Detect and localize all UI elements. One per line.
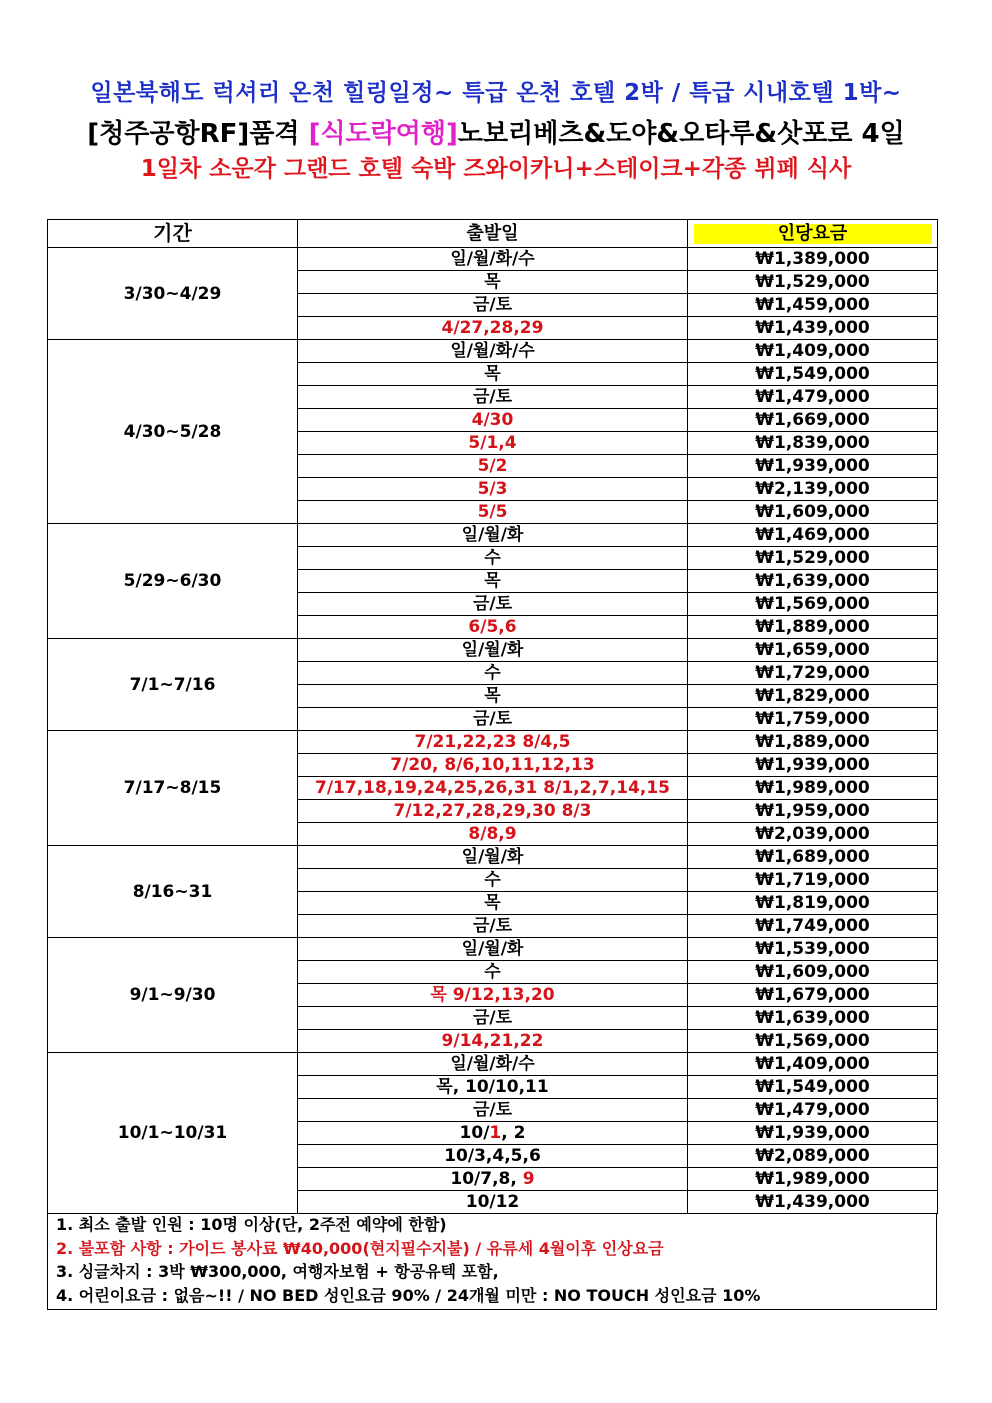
price-cell: ₩1,819,000: [688, 892, 938, 915]
departure-highlight: 1: [489, 1123, 502, 1143]
price-cell: ₩1,529,000: [688, 271, 938, 294]
price-cell: ₩1,479,000: [688, 386, 938, 409]
departure-cell: 수: [298, 869, 688, 892]
table-row: [48, 248, 938, 271]
header-period: 기간: [48, 220, 298, 248]
departure-tail: , 2: [501, 1123, 526, 1143]
price-cell: ₩1,989,000: [688, 1168, 938, 1191]
title-line-3: 1일차 소운각 그랜드 호텔 숙박 즈와이카니+스테이크+각종 뷔페 식사: [140, 156, 852, 182]
departure-highlight: 9: [522, 1169, 535, 1189]
departure-cell: 일/월/화/수: [298, 248, 688, 271]
departure-cell: 수: [298, 547, 688, 570]
table-row: [48, 639, 938, 662]
departure-cell: 일/월/화: [298, 846, 688, 869]
departure-cell: 목: [298, 685, 688, 708]
table-header-row: [48, 220, 938, 248]
price-cell: ₩1,839,000: [688, 432, 938, 455]
departure-cell: 금/토: [298, 294, 688, 317]
title-line-1: 일본북해도 럭셔리 온천 힐링일정~ 특급 온천 호텔 2박 / 특급 시내호텔 1박~: [90, 80, 902, 106]
departure-cell: 10/3,4,5,6: [298, 1145, 688, 1168]
price-cell: ₩1,529,000: [688, 547, 938, 570]
header-price-label: 인당요금: [694, 224, 932, 244]
departure-cell: 9/14,21,22: [298, 1030, 688, 1053]
price-cell: ₩1,749,000: [688, 915, 938, 938]
departure-cell: 목: [298, 271, 688, 294]
price-cell: ₩1,959,000: [688, 800, 938, 823]
price-cell: ₩1,689,000: [688, 846, 938, 869]
departure-cell: [298, 1122, 688, 1145]
departure-cell: 5/3: [298, 478, 688, 501]
price-cell: ₩1,539,000: [688, 938, 938, 961]
price-cell: ₩1,549,000: [688, 363, 938, 386]
departure-cell: 7/20, 8/6,10,11,12,13: [298, 754, 688, 777]
departure-cell: 7/21,22,23 8/4,5: [298, 731, 688, 754]
departure-cell: 금/토: [298, 915, 688, 938]
price-cell: ₩1,669,000: [688, 409, 938, 432]
departure-cell: 일/월/화/수: [298, 340, 688, 363]
departure-text: 10/: [459, 1123, 490, 1143]
period-cell: 7/17~8/15: [48, 731, 298, 846]
period-cell: 9/1~9/30: [48, 938, 298, 1053]
table-row: [48, 938, 938, 961]
price-cell: ₩1,569,000: [688, 593, 938, 616]
note-item: 2. 불포함 사항 : 가이드 봉사료 ₩40,000(현지필수지불) / 유류세 4월이후 인상요금: [56, 1238, 664, 1258]
departure-cell: 목: [298, 892, 688, 915]
period-cell: 5/29~6/30: [48, 524, 298, 639]
departure-cell: 5/5: [298, 501, 688, 524]
price-cell: ₩1,409,000: [688, 1053, 938, 1076]
departure-cell: 금/토: [298, 1007, 688, 1030]
departure-cell: 일/월/화/수: [298, 1053, 688, 1076]
period-cell: 4/30~5/28: [48, 340, 298, 524]
price-cell: ₩1,829,000: [688, 685, 938, 708]
price-cell: ₩1,569,000: [688, 1030, 938, 1053]
header-price: [688, 220, 938, 248]
table-row: [48, 846, 938, 869]
departure-cell: 5/2: [298, 455, 688, 478]
departure-cell: 5/1,4: [298, 432, 688, 455]
price-cell: ₩1,889,000: [688, 731, 938, 754]
price-cell: ₩1,389,000: [688, 248, 938, 271]
title-line-2-prefix: [청주공항RF]품격: [87, 119, 309, 149]
period-cell: 10/1~10/31: [48, 1053, 298, 1214]
notes-box: [47, 1213, 937, 1310]
departure-cell: 목: [298, 570, 688, 593]
note-item: 4. 어린이요금 : 없음~!! / NO BED 성인요금 90% / 24개월 미만 : NO TOUCH 성인요금 10%: [56, 1285, 761, 1305]
departure-cell: 7/17,18,19,24,25,26,31 8/1,2,7,14,15: [298, 777, 688, 800]
title-line-2-highlight: [식도락여행]: [308, 119, 458, 149]
price-cell: ₩1,939,000: [688, 754, 938, 777]
price-cell: ₩1,659,000: [688, 639, 938, 662]
departure-cell: 6/5,6: [298, 616, 688, 639]
price-cell: ₩2,089,000: [688, 1145, 938, 1168]
price-cell: ₩2,139,000: [688, 478, 938, 501]
price-cell: ₩1,639,000: [688, 1007, 938, 1030]
title-line-2-suffix: 노보리베츠&도야&오타루&삿포로 4일: [457, 119, 905, 149]
price-cell: ₩1,889,000: [688, 616, 938, 639]
price-cell: ₩1,409,000: [688, 340, 938, 363]
table-row: [48, 340, 938, 363]
note-item: 3. 싱글차지 : 3박 ₩300,000, 여행자보험 + 항공유텍 포함,: [56, 1262, 499, 1281]
price-cell: ₩1,439,000: [688, 317, 938, 340]
header-departure: 출발일: [298, 220, 688, 248]
departure-cell: 8/8,9: [298, 823, 688, 846]
price-cell: ₩1,479,000: [688, 1099, 938, 1122]
departure-text: 10/7,8,: [450, 1169, 523, 1189]
departure-cell: 10/12: [298, 1191, 688, 1214]
price-cell: ₩1,989,000: [688, 777, 938, 800]
table-row: [48, 524, 938, 547]
price-cell: ₩1,719,000: [688, 869, 938, 892]
departure-cell: 4/27,28,29: [298, 317, 688, 340]
departure-cell: 목, 10/10,11: [298, 1076, 688, 1099]
departure-cell: 일/월/화: [298, 938, 688, 961]
departure-cell: 수: [298, 961, 688, 984]
departure-cell: [298, 1168, 688, 1191]
departure-cell: 금/토: [298, 708, 688, 731]
price-table: [47, 219, 938, 1214]
price-cell: ₩1,609,000: [688, 501, 938, 524]
period-cell: 7/1~7/16: [48, 639, 298, 731]
departure-cell: 금/토: [298, 386, 688, 409]
departure-cell: 일/월/화: [298, 524, 688, 547]
period-cell: 8/16~31: [48, 846, 298, 938]
departure-cell: 금/토: [298, 593, 688, 616]
price-cell: ₩1,469,000: [688, 524, 938, 547]
price-cell: ₩1,459,000: [688, 294, 938, 317]
title-line-2: [0, 113, 992, 150]
price-cell: ₩1,939,000: [688, 1122, 938, 1145]
departure-cell: 일/월/화: [298, 639, 688, 662]
note-item: 1. 최소 출발 인원 : 10명 이상(단, 2주전 예약에 한함): [56, 1215, 447, 1234]
period-cell: 3/30~4/29: [48, 248, 298, 340]
price-cell: ₩1,609,000: [688, 961, 938, 984]
table-row: [48, 731, 938, 754]
departure-cell: 7/12,27,28,29,30 8/3: [298, 800, 688, 823]
price-cell: ₩1,549,000: [688, 1076, 938, 1099]
price-cell: ₩1,939,000: [688, 455, 938, 478]
price-cell: ₩1,759,000: [688, 708, 938, 731]
table-row: [48, 1053, 938, 1076]
price-cell: ₩2,039,000: [688, 823, 938, 846]
price-cell: ₩1,439,000: [688, 1191, 938, 1214]
price-cell: ₩1,639,000: [688, 570, 938, 593]
departure-cell: 목 9/12,13,20: [298, 984, 688, 1007]
price-cell: ₩1,679,000: [688, 984, 938, 1007]
departure-cell: 수: [298, 662, 688, 685]
departure-cell: 금/토: [298, 1099, 688, 1122]
price-cell: ₩1,729,000: [688, 662, 938, 685]
departure-cell: 4/30: [298, 409, 688, 432]
departure-cell: 목: [298, 363, 688, 386]
